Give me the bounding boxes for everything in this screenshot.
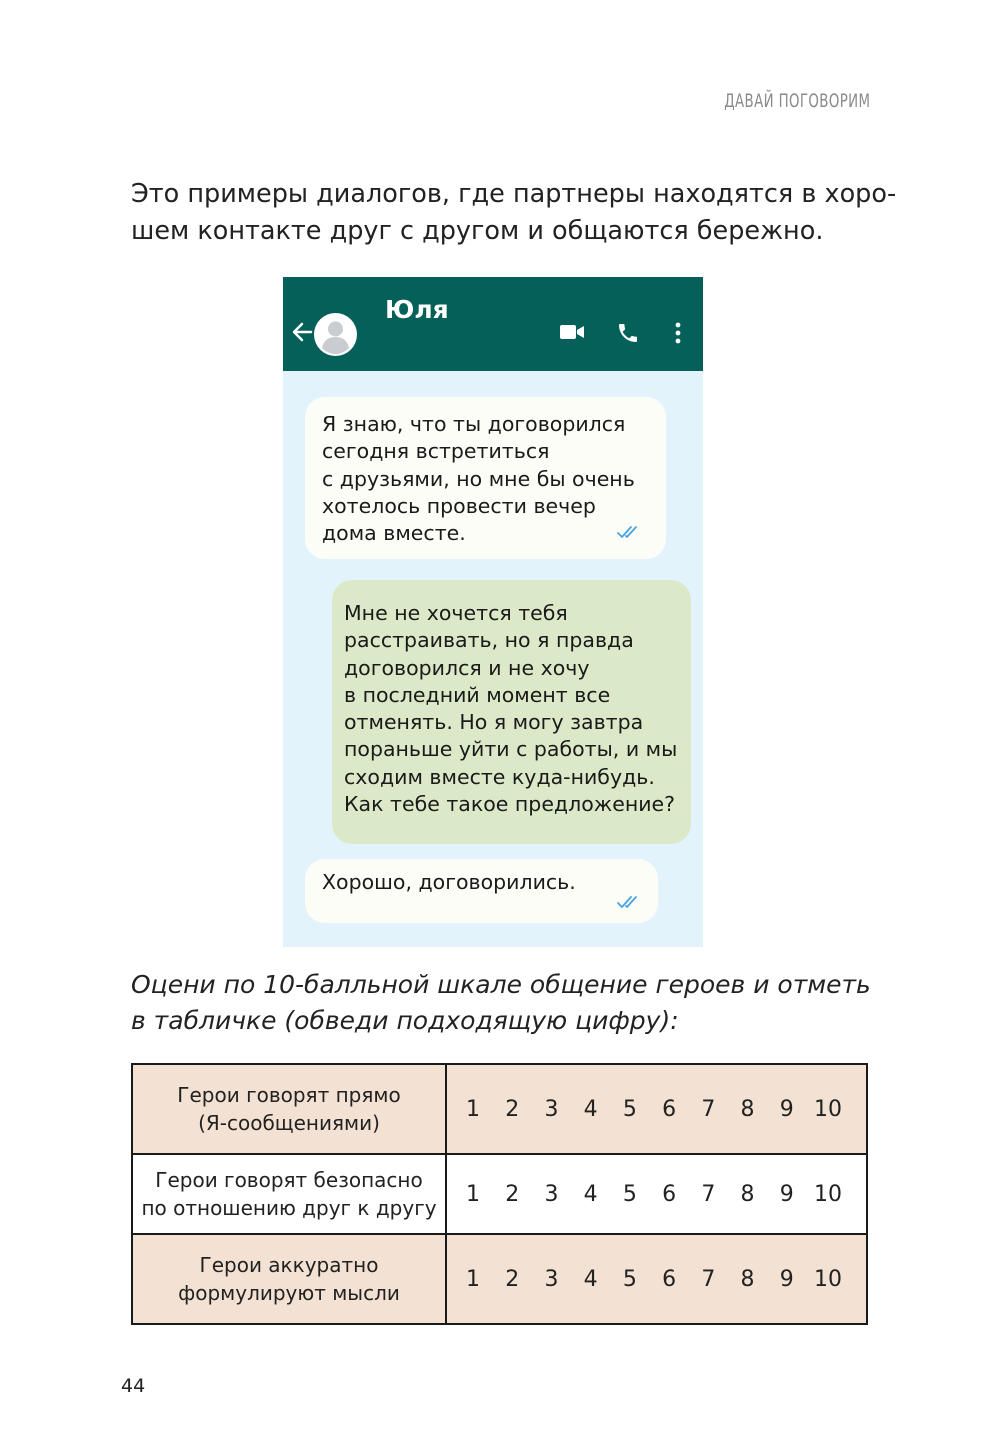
table-row xyxy=(132,1154,867,1234)
scale-number[interactable]: 2 xyxy=(505,1181,520,1207)
more-options-icon[interactable] xyxy=(673,321,683,345)
instruction-text xyxy=(131,967,869,1039)
scale-cell xyxy=(446,1064,867,1154)
message-line: в последний момент все xyxy=(344,682,611,707)
scale-number[interactable]: 6 xyxy=(662,1181,677,1207)
scale-number[interactable]: 2 xyxy=(505,1266,520,1292)
scale-number[interactable]: 3 xyxy=(544,1266,559,1292)
message-line: Как тебе такое предложение? xyxy=(344,792,676,817)
contact-name[interactable]: Юля xyxy=(385,295,449,324)
criterion-line: формулируют мысли xyxy=(178,1281,400,1305)
message-line: расстраивать, но я правда xyxy=(344,628,634,653)
scale-number[interactable]: 6 xyxy=(662,1266,677,1292)
back-arrow-icon[interactable] xyxy=(291,321,313,343)
scale-number[interactable]: 2 xyxy=(505,1096,520,1122)
scale-number[interactable]: 4 xyxy=(583,1181,598,1207)
scale-number[interactable]: 1 xyxy=(466,1096,480,1122)
scale-number[interactable]: 10 xyxy=(813,1096,842,1122)
scale-number[interactable]: 3 xyxy=(544,1096,559,1122)
scale-number[interactable]: 9 xyxy=(779,1181,794,1207)
scale-number[interactable]: 7 xyxy=(701,1181,716,1207)
scale-number[interactable]: 8 xyxy=(740,1266,755,1292)
scale-number[interactable]: 6 xyxy=(662,1096,677,1122)
scale-number[interactable]: 5 xyxy=(622,1181,637,1207)
instruction-line: Оцени по 10-балльной шкале общение героев и отметь xyxy=(131,970,871,999)
scale-number[interactable]: 9 xyxy=(779,1096,794,1122)
message-line: отменять. Но я могу завтра xyxy=(344,710,644,735)
scale-number[interactable]: 9 xyxy=(779,1266,794,1292)
message-line: договорился и не хочу xyxy=(344,655,590,680)
running-head: ДАВАЙ ПОГОВОРИМ xyxy=(723,90,870,112)
scale-number[interactable]: 8 xyxy=(740,1096,755,1122)
instruction-line: в табличке (обведи подходящую цифру): xyxy=(131,1006,679,1035)
scale-number[interactable]: 4 xyxy=(583,1096,598,1122)
intro-line: шем контакте друг с другом и общаются бережно. xyxy=(131,216,824,246)
table-row xyxy=(132,1064,867,1154)
phone-call-icon[interactable] xyxy=(616,321,640,345)
scale-cell xyxy=(446,1154,867,1234)
scale-number[interactable]: 8 xyxy=(740,1181,755,1207)
criterion-line: Герои аккуратно xyxy=(199,1253,379,1277)
chat-header xyxy=(283,277,703,371)
scale-number[interactable]: 1 xyxy=(466,1181,480,1207)
scale-number[interactable]: 5 xyxy=(622,1096,637,1122)
table-row xyxy=(132,1234,867,1324)
message-line: Мне не хочется тебя xyxy=(344,601,568,625)
criterion-line: Герои говорят безопасно xyxy=(155,1168,423,1192)
message-line: дома вместе. xyxy=(322,521,466,546)
message-line: сходим вместе куда-нибудь. xyxy=(344,764,655,789)
intro-paragraph xyxy=(131,176,897,250)
scale-number[interactable]: 4 xyxy=(583,1266,598,1292)
page-number: 44 xyxy=(121,1375,146,1397)
scale-cell xyxy=(446,1234,867,1324)
rating-table xyxy=(131,1063,868,1325)
message-line: пораньше уйти с работы, и мы xyxy=(344,737,678,762)
incoming-message xyxy=(305,397,666,559)
criterion-line: по отношению друг к другу xyxy=(141,1196,437,1220)
message-line: Я знаю, что ты договорился xyxy=(322,412,626,436)
message-line: сегодня встретиться xyxy=(322,439,550,464)
incoming-message xyxy=(305,859,658,923)
message-line: Хорошо, договорились. xyxy=(322,870,576,894)
double-check-icon xyxy=(617,894,643,910)
chat-screenshot xyxy=(283,277,703,947)
scale-number[interactable]: 5 xyxy=(622,1266,637,1292)
scale-number[interactable]: 10 xyxy=(813,1266,842,1292)
message-line: хотелось провести вечер xyxy=(322,493,596,518)
criterion-cell xyxy=(132,1154,446,1234)
criterion-cell xyxy=(132,1064,446,1154)
video-call-icon[interactable] xyxy=(559,322,585,342)
double-check-icon xyxy=(617,524,643,540)
criterion-line: Герои говорят прямо xyxy=(177,1083,401,1107)
message-line: с друзьями, но мне бы очень xyxy=(322,466,635,491)
avatar-icon[interactable] xyxy=(314,313,357,356)
scale-number[interactable]: 3 xyxy=(544,1181,559,1207)
scale-number[interactable]: 7 xyxy=(701,1266,716,1292)
criterion-line: (Я-сообщениями) xyxy=(198,1111,380,1135)
scale-number[interactable]: 7 xyxy=(701,1096,716,1122)
intro-line: Это примеры диалогов, где партнеры находятся в хоро- xyxy=(131,179,897,209)
criterion-cell xyxy=(132,1234,446,1324)
scale-number[interactable]: 10 xyxy=(813,1181,842,1207)
outgoing-message xyxy=(332,580,691,844)
scale-number[interactable]: 1 xyxy=(466,1266,480,1292)
